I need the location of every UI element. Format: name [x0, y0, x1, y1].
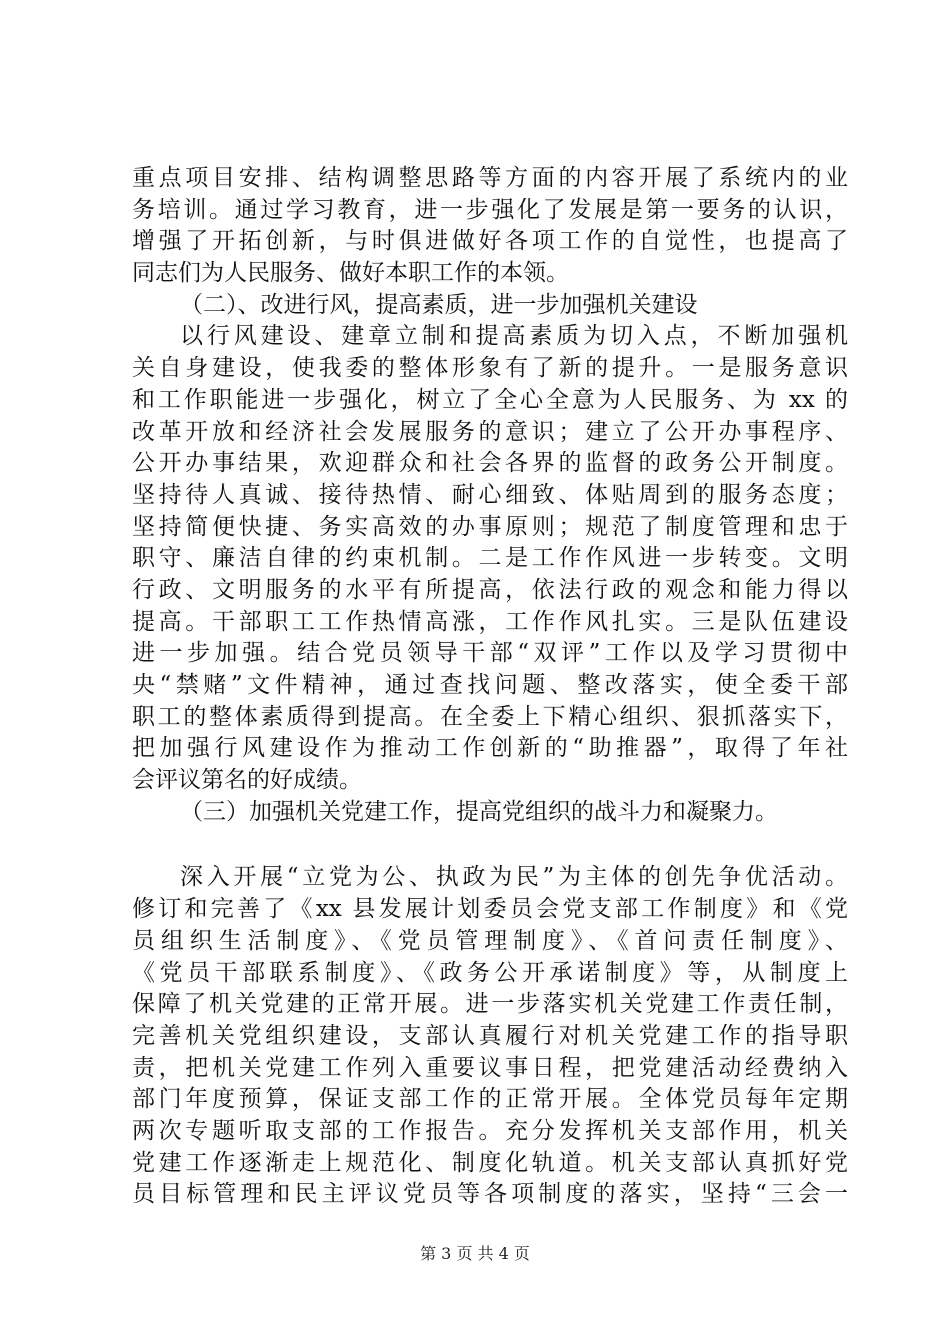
text-line: 行政、文明服务的水平有所提高，依法行政的观念和能力得以	[132, 576, 848, 603]
text-line: 责，把机关党建工作列入重要议事日程，把党建活动经费纳入	[132, 1054, 848, 1081]
text-line: 央“禁赌”文件精神，通过查找问题、整改落实，使全委干部	[132, 672, 848, 698]
text-line: 职守、廉洁自律的约束机制。二是工作作风进一步转变。文明	[132, 545, 848, 572]
text-line: 《党员干部联系制度》、《政务公开承诺制度》等，从制度上	[132, 959, 848, 986]
section-heading-text: （二）、改进行风，提高素质，进一步加强机关建设	[180, 291, 698, 318]
text-line: 改革开放和经济社会发展服务的意识；建立了公开办事程序、	[132, 418, 848, 445]
text-line: 重点项目安排、结构调整思路等方面的内容开展了系统内的业	[132, 165, 848, 191]
text-line: 坚持简便快捷、务实高效的办事原则；规范了制度管理和忠于	[132, 513, 848, 540]
text-line: 职工的整体素质得到提高。在全委上下精心组织、狠抓落实下，	[132, 703, 848, 730]
section-heading-3	[132, 797, 848, 829]
text-line: 以行风建设、建章立制和提高素质为切入点，不断加强机	[180, 323, 848, 350]
text-line: 修订和完善了《xx 县发展计划委员会党支部工作制度》和《党	[132, 896, 848, 923]
text-line: 完善机关党组织建设，支部认真履行对机关党建工作的指导职	[132, 1022, 848, 1049]
text-line: 务培训。通过学习教育，进一步强化了发展是第一要务的认识，	[132, 196, 848, 223]
text-line: 员目标管理和民主评议党员等各项制度的落实，坚持“三会一	[132, 1181, 848, 1208]
text-line: 坚持待人真诚、接待热情、耐心细致、体贴周到的服务态度；	[132, 481, 848, 508]
text-line: 员组织生活制度》、《党员管理制度》、《首问责任制度》、	[132, 927, 848, 954]
text-line: 同志们为人民服务、做好本职工作的本领。	[132, 260, 569, 287]
text-line: 党建工作逐渐走上规范化、制度化轨道。机关支部认真抓好党	[132, 1149, 848, 1176]
section-heading-2	[132, 290, 848, 322]
page-number-footer: 第 3 页 共 4 页	[420, 1244, 530, 1263]
text-line: 部门年度预算，保证支部工作的正常开展。全体党员每年定期	[132, 1086, 848, 1113]
text-line: 进一步加强。结合党员领导干部“双评”工作以及学习贯彻中	[132, 640, 848, 667]
document-body	[132, 163, 848, 1211]
paragraph-style-building	[132, 321, 848, 796]
section-heading-text: （三）加强机关党建工作，提高党组织的战斗力和凝聚力。	[180, 798, 778, 825]
text-line: 和工作职能进一步强化，树立了全心全意为人民服务、为 xx 的	[132, 386, 848, 413]
text-line: 深入开展“立党为公、执政为民”为主体的创先争优活动。	[180, 864, 848, 891]
paragraph-training	[132, 163, 848, 290]
text-line: 提高。干部职工工作热情高涨，工作作风扎实。三是队伍建设	[132, 608, 848, 635]
text-line: 增强了开拓创新，与时俱进做好各项工作的自觉性，也提高了	[132, 228, 848, 255]
text-line: 关自身建设，使我委的整体形象有了新的提升。一是服务意识	[132, 355, 848, 382]
text-line: 公开办事结果，欢迎群众和社会各界的监督的政务公开制度。	[132, 450, 848, 477]
text-line: 两次专题听取支部的工作报告。充分发挥机关支部作用，机关	[132, 1117, 848, 1144]
text-line: 会评议第名的好成绩。	[132, 767, 362, 794]
text-line: 把加强行风建设作为推动工作创新的“助推器”，取得了年社	[132, 735, 848, 762]
paragraph-party-building	[132, 862, 848, 1211]
paragraph-spacer	[132, 828, 848, 862]
text-line: 保障了机关党建的正常开展。进一步落实机关党建工作责任制，	[132, 991, 848, 1018]
